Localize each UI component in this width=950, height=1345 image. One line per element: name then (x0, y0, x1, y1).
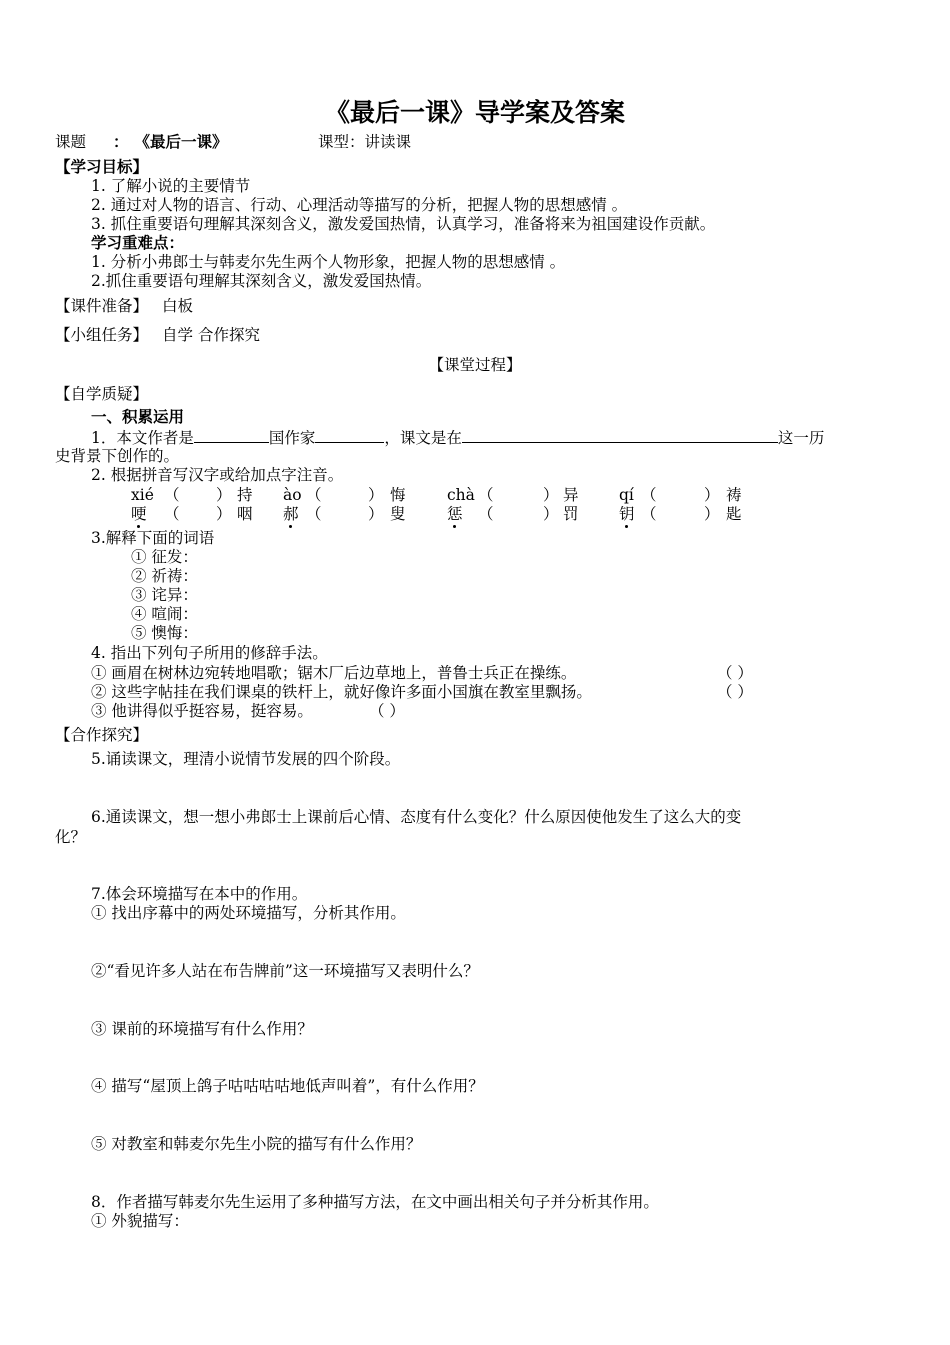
dotted-char (283, 505, 299, 523)
paren-open: （ (478, 505, 494, 523)
prep-value: 白板 (162, 297, 194, 315)
dotted-char (619, 505, 635, 523)
paren-close: ） (543, 505, 559, 523)
vocab-item: ⑤ 懊悔： (131, 624, 198, 642)
background-blank[interactable] (462, 428, 778, 443)
nationality-blank[interactable] (315, 428, 384, 443)
paren-close: ） (704, 505, 720, 523)
char: 祷 (726, 486, 742, 504)
objective-item: 3. 抓住重要语句理解其深刻含义，激发爱国热情，认真学习，准备将来为祖国建设作贡献。 (91, 215, 716, 233)
vocab-item: ③ 诧异： (131, 586, 198, 604)
answer-paren: （ ） (717, 683, 753, 701)
cooperation-heading: 【合作探究】 (55, 726, 149, 744)
topic-label: 课题 (55, 133, 87, 151)
environment-item: ③ 课前的环境描写有什么作用？ (91, 1020, 313, 1038)
objectives-heading: 【学习目标】 (55, 157, 149, 176)
char: 匙 (726, 505, 742, 523)
question-5: 5.诵读课文，理清小说情节发展的四个阶段。 (91, 750, 401, 768)
question-1 (91, 428, 824, 447)
q1-text: 这一历 (777, 429, 825, 447)
group-task-label: 【小组任务】 (55, 326, 149, 344)
environment-item: ⑤ 对教室和韩麦尔先生小院的描写有什么作用？ (91, 1135, 422, 1153)
pinyin-label: qí (619, 486, 634, 504)
question-2-stem: 2. 根据拼音写汉字或给加点字注音。 (91, 466, 344, 484)
q1-text: ，课文是在 (384, 429, 462, 447)
key-points-heading: 学习重难点： (91, 233, 185, 252)
paren-close: ） (216, 486, 232, 504)
answer-paren: （ ） (369, 702, 405, 720)
question-3-stem: 3.解释下面的词语 (91, 529, 215, 547)
lesson-header (55, 133, 228, 151)
paren-open: （ (164, 505, 180, 523)
paren-open: （ (306, 505, 322, 523)
dotted-char (131, 505, 147, 523)
vocab-item: ② 祈祷： (131, 567, 198, 585)
question-4-stem: 4. 指出下列句子所用的修辞手法。 (91, 644, 328, 662)
group-task-value: 自学 合作探究 (162, 326, 260, 344)
objective-item: 1. 了解小说的主要情节 (91, 177, 251, 195)
key-point-item: 1. 分析小弗郎士与韩麦尔先生两个人物形象，把握人物的思想感情 。 (91, 253, 566, 271)
lesson-type: 课型：讲读课 (318, 133, 412, 151)
char: 钥 (619, 505, 635, 523)
paren-open: （ (306, 486, 322, 504)
char: 持 (237, 486, 253, 504)
paren-close: ） (368, 505, 384, 523)
question-6-continued: 化？ (55, 828, 87, 846)
char: 罚 (563, 505, 579, 523)
vocab-item: ① 征发： (131, 548, 198, 566)
question-1-continued: 史背景下创作的。 (55, 447, 180, 465)
environment-item: ②“看见许多人站在布告牌前”这一环境描写又表明什么？ (91, 962, 479, 980)
char: 哽 (131, 505, 147, 523)
paren-open: （ (164, 486, 180, 504)
vocab-item: ④ 喧闹： (131, 605, 198, 623)
question-7: 7.体会环境描写在本中的作用。 (91, 885, 308, 903)
char: 异 (563, 486, 579, 504)
dotted-char (447, 505, 463, 523)
topic-colon: ： (113, 132, 129, 151)
environment-item: ④ 描写“屋顶上鸽子咕咕咕咕地低声叫着”，有什么作用？ (91, 1077, 484, 1095)
char: 郝 (283, 505, 299, 523)
char: 咽 (237, 505, 253, 523)
author-blank[interactable] (194, 428, 269, 443)
char: 惩 (447, 505, 463, 523)
question-8: 8．作者描写韩麦尔先生运用了多种描写方法，在文中画出相关句子并分析其作用。 (91, 1193, 659, 1211)
topic-value: 《最后一课》 (134, 132, 228, 151)
objective-item: 2. 通过对人物的语言、行动、心理活动等描写的分析，把握人物的思想感情 。 (91, 196, 628, 214)
paren-close: ） (543, 486, 559, 504)
char: 叟 (390, 505, 406, 523)
rhetoric-item: ① 画眉在树林边宛转地唱歌；锯木厂后边草地上，普鲁士兵正在操练。 (91, 664, 577, 682)
question-6: 6.通读课文，想一想小弗郎士上课前后心情、态度有什么变化？什么原因使他发生了这么大的变 (91, 808, 742, 826)
key-point-item: 2.抓住重要语句理解其深刻含义，激发爱国热情。 (91, 272, 432, 290)
rhetoric-item: ② 这些字帖挂在我们课桌的铁杆上，就好像许多面小国旗在教室里飘扬。 (91, 683, 592, 701)
pinyin-label: chà (447, 486, 475, 504)
description-item: ① 外貌描写： (91, 1212, 189, 1230)
environment-item: ① 找出序幕中的两处环境描写，分析其作用。 (91, 904, 406, 922)
process-heading: 【课堂过程】 (428, 356, 522, 374)
prep-row (55, 297, 193, 315)
group-task-row (55, 326, 260, 344)
q1-text: 国作家 (268, 429, 316, 447)
page-title: 《最后一课》导学案及答案 (324, 98, 625, 127)
paren-close: ） (216, 505, 232, 523)
self-study-heading: 【自学质疑】 (55, 385, 149, 403)
section-heading: 一、积累运用 (91, 407, 185, 426)
prep-label: 【课件准备】 (55, 297, 149, 315)
paren-close: ） (368, 486, 384, 504)
paren-open: （ (641, 486, 657, 504)
q1-text: 1．本文作者是 (91, 429, 194, 447)
pinyin-label: ào (283, 486, 302, 504)
paren-open: （ (478, 486, 494, 504)
rhetoric-item: ③ 他讲得似乎挺容易，挺容易。 (91, 702, 313, 720)
char: 悔 (390, 486, 406, 504)
pinyin-label: xié (131, 486, 154, 504)
answer-paren: （ ） (717, 664, 753, 682)
paren-open: （ (641, 505, 657, 523)
paren-close: ） (704, 486, 720, 504)
